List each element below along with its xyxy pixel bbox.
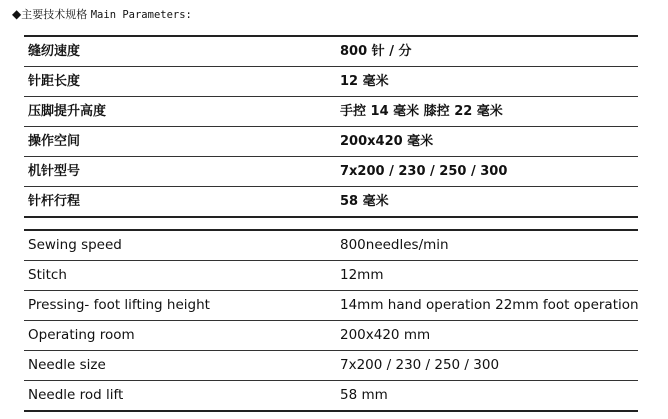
spec-value: 12mm (340, 267, 384, 283)
table-row (24, 67, 638, 97)
spec-table-chinese (24, 35, 638, 218)
table-row (24, 381, 638, 412)
spec-label: 压脚提升高度 (28, 104, 107, 119)
spec-value: 14mm hand operation 22mm foot operation (340, 297, 639, 313)
spec-value: 200x420 毫米 (340, 134, 434, 149)
spec-label: 针杆行程 (28, 194, 81, 209)
heading-title-en: Main Parameters: (90, 9, 192, 21)
spec-label: Operating room (28, 327, 135, 343)
spec-value: 200x420 mm (340, 327, 431, 343)
table-row (24, 35, 638, 67)
spec-label: 机针型号 (28, 164, 81, 179)
table-row (24, 321, 638, 351)
table-row (24, 261, 638, 291)
table-row (24, 351, 638, 381)
table-row (24, 127, 638, 157)
spec-value: 800 针 / 分 (340, 44, 412, 59)
table-row (24, 97, 638, 127)
table-row (24, 291, 638, 321)
spec-label: Pressing- foot lifting height (28, 297, 210, 313)
spec-value: 手控 14 毫米 膝控 22 毫米 (340, 104, 503, 119)
section-heading (12, 6, 192, 22)
spec-value: 800needles/min (340, 237, 449, 253)
spec-label: 缝纫速度 (28, 44, 81, 59)
spec-value: 58 mm (340, 387, 388, 403)
spec-label: Needle rod lift (28, 387, 124, 403)
spec-label: Needle size (28, 357, 106, 373)
spec-value: 7x200 / 230 / 250 / 300 (340, 164, 508, 179)
table-row (24, 229, 638, 261)
spec-label: 针距长度 (28, 74, 81, 89)
spec-label: Stitch (28, 267, 67, 283)
table-row (24, 187, 638, 218)
spec-value: 7x200 / 230 / 250 / 300 (340, 357, 500, 373)
spec-table-english (24, 229, 638, 412)
diamond-bullet-icon: ◆ (12, 7, 22, 21)
spec-value: 12 毫米 (340, 74, 389, 89)
spec-label: Sewing speed (28, 237, 122, 253)
spec-label: 操作空间 (28, 134, 81, 149)
table-row (24, 157, 638, 187)
heading-title-zh: 主要技术规格 (21, 8, 88, 21)
spec-value: 58 毫米 (340, 194, 389, 209)
